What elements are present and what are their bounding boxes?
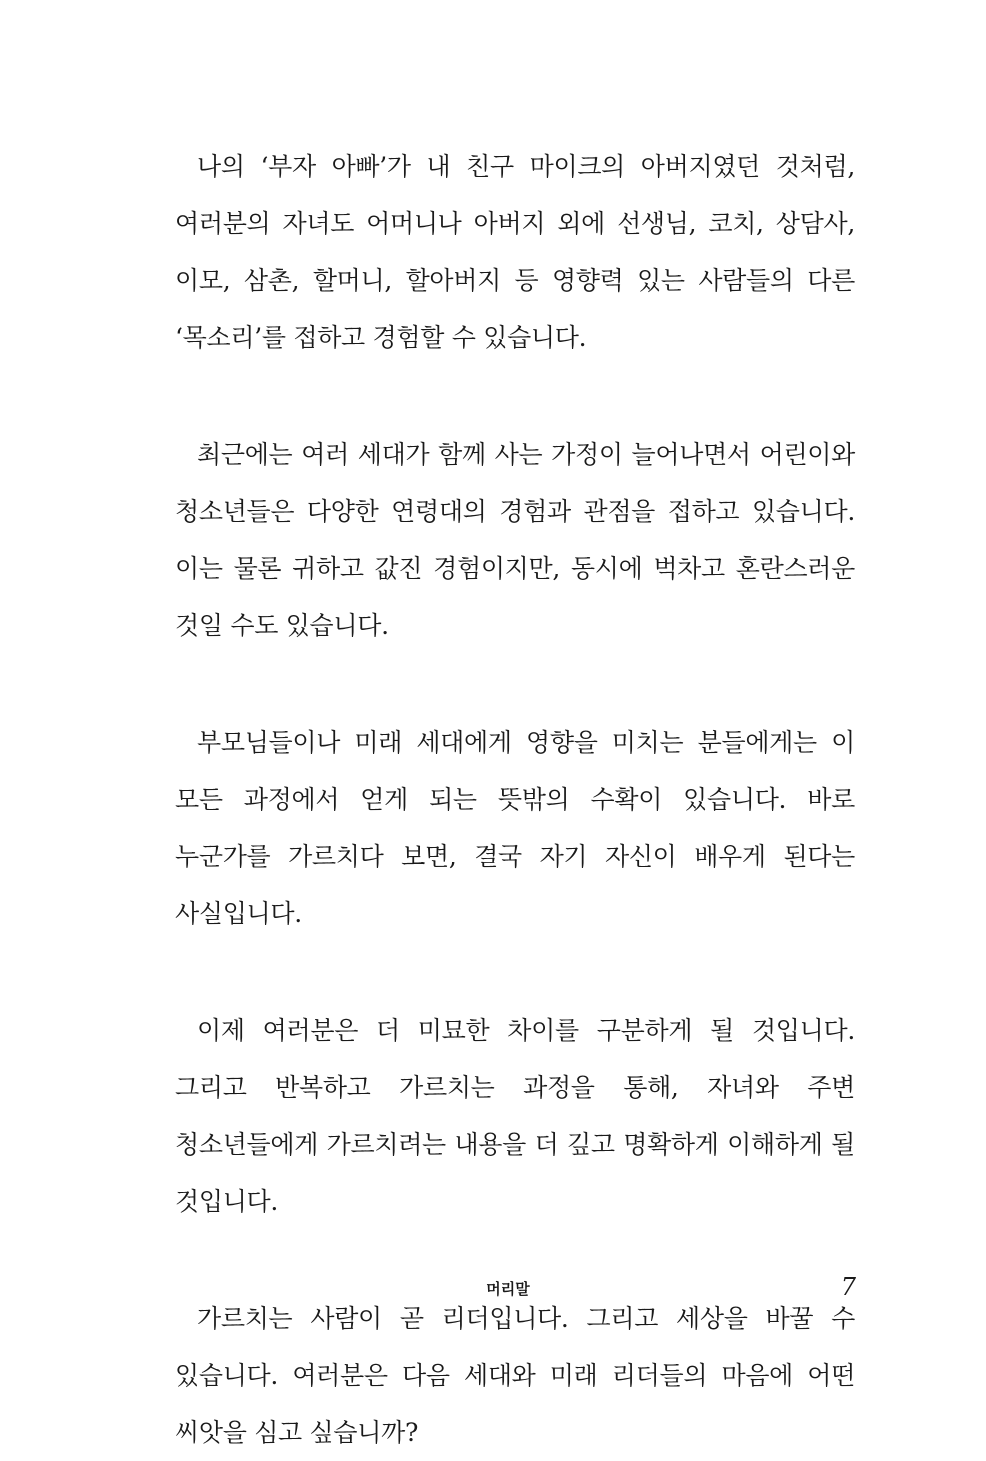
paragraph: 부모님들이나 미래 세대에게 영향을 미치는 분들에게는 이 모든 과정에서 얻게 되는 뜻밖의 수확이 있습니다. 바로 누군가를 가르치다 보면, 결국 자기 자신이 배우게 된다는 사실입니다. — [175, 728, 855, 928]
page-number: 7 — [840, 1273, 856, 1301]
running-footer-section-title: 머리말 — [486, 1280, 530, 1298]
paragraph: 가르치는 사람이 곧 리더입니다. 그리고 세상을 바꿀 수 있습니다. 여러분은 다음 세대와 미래 리더들의 마음에 어떤 씨앗을 심고 싶습니까? — [175, 1304, 855, 1447]
body-text — [175, 138, 855, 1461]
paragraph: 최근에는 여러 세대가 함께 사는 가정이 늘어나면서 어린이와 청소년들은 다양한 연령대의 경험과 관점을 접하고 있습니다. 이는 물론 귀하고 값진 경험이지만, 동시에 벅차고 혼란스러운 것일 수도 있습니다. — [175, 440, 855, 640]
paragraph: 나의 ‘부자 아빠’가 내 친구 마이크의 아버지였던 것처럼, 여러분의 자녀도 어머니나 아버지 외에 선생님, 코치, 상담사, 이모, 삼촌, 할머니, 할아버지 등 영향력 있는 사람들의 다른 ‘목소리’를 접하고 경험할 수 있습니다. — [175, 152, 855, 352]
paragraph: 이제 여러분은 더 미묘한 차이를 구분하게 될 것입니다. 그리고 반복하고 가르치는 과정을 통해, 자녀와 주변 청소년들에게 가르치려는 내용을 더 깊고 명확하게 이해하게 될 것입니다. — [175, 1016, 855, 1216]
